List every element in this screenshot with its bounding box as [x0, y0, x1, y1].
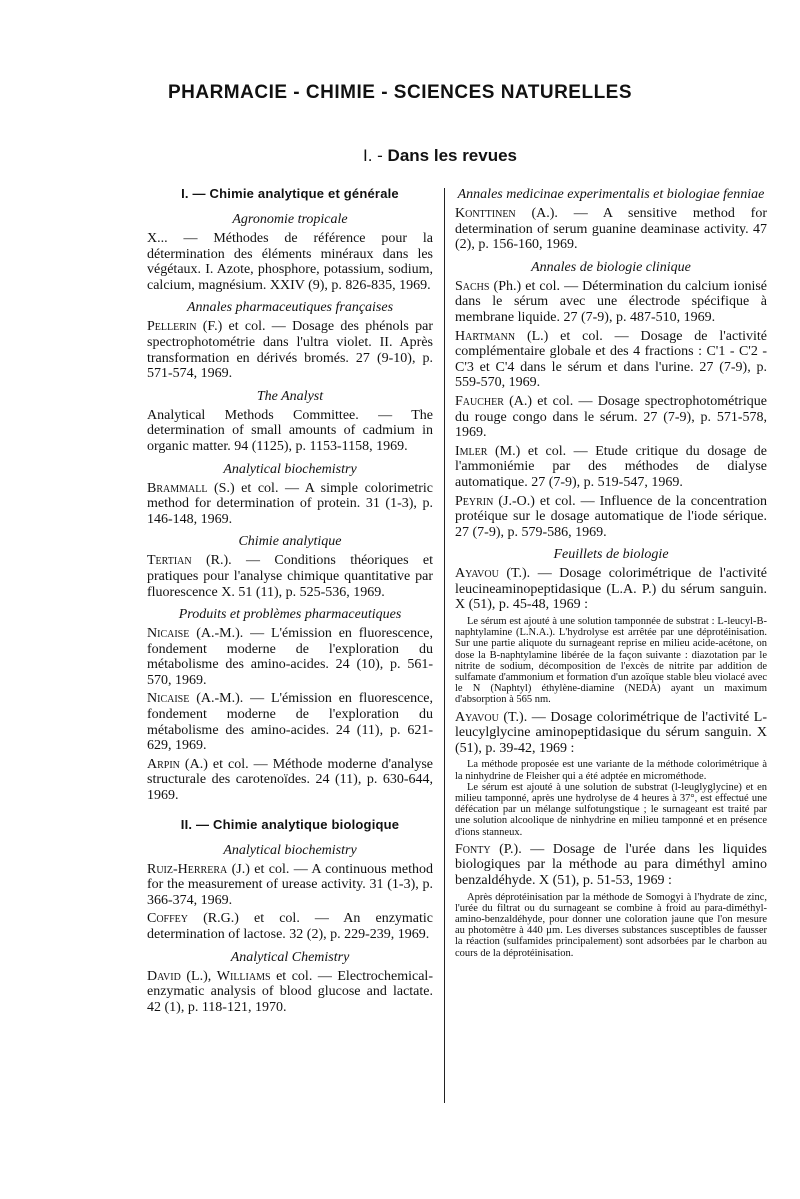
- journal-title: Feuillets de biologie: [553, 547, 669, 563]
- note-paragraph: La méthode proposée est une variante de la méthode colorimétrique à la ninhydrine de Fleisher qui a été adptée en microméthode.: [455, 759, 767, 782]
- reference-text: (M.) et col. — Etude critique du dosage de l'ammoniémie par des méthodes de dialyse automatique. 27 (7-9), p. 519-547, 1969.: [455, 443, 767, 490]
- reference-entry: [455, 329, 767, 391]
- author: Ruiz-Herrera: [147, 861, 228, 877]
- author: Faucher: [455, 393, 504, 409]
- author: Imler: [455, 443, 488, 459]
- reference-text: (T.). — Dosage colorimétrique de l'activité leucineaminopeptidasique (L.A. P.) du sérum sanguin. X (51), p. 45-48, 1969 :: [455, 566, 767, 613]
- reference-text: (R.). — Conditions théoriques et pratiques pour l'analyse chimique quantitative par fluorescence X. 51 (11), p. 525-536, 1969.: [147, 553, 433, 600]
- reference-entry: [147, 969, 433, 1016]
- author: Ayavou: [455, 566, 499, 582]
- reference-entry: [147, 319, 433, 381]
- journal-title: Annales de biologie clinique: [531, 259, 691, 275]
- abstract-note: [455, 892, 767, 959]
- reference-entry: [147, 862, 433, 909]
- reference-entry: [147, 231, 433, 293]
- note-paragraph: Après déprotéinisation par la méthode de Somogyi à l'hydrate de zinc, l'urée du filtrat ou du surnageant se combine à froid au para-diméthyl-amino-benzaldéhyde, pour donner une coloration jaune que l'on mesure au photomètre à 440 µm. Les diverses substances susceptibles de fausser la réaction (sulfamides principalement) sont adsorbées par le charbon au cours de la déprotéinisation.: [455, 891, 767, 959]
- author: Konttinen: [455, 206, 516, 221]
- abstract-note: [455, 759, 767, 837]
- subtitle-main: Dans les revues: [387, 146, 518, 165]
- author: David: [147, 968, 181, 984]
- journal-title: Annales medicinae experimentalis et biologiae fenniae: [457, 187, 765, 202]
- reference-text: (Ph.) et col. — Détermination du calcium ionisé dans le sérum avec une électrode spécifique à membrane liquide. 27 (7-9), p. 487-510, 1969.: [455, 278, 767, 325]
- subtitle-prefix: I. -: [362, 146, 388, 165]
- reference-text: (A.) et col. — Méthode moderne d'analyse structurale des carotenoïdes. 24 (11), p. 630-644, 1969.: [147, 756, 433, 804]
- journal-title: Annales pharmaceutiques françaises: [186, 300, 394, 316]
- reference-text: et col. — Electrochemical-enzymatic analysis of blood glucose and lactate. 42 (1), p. 118-121, 1970.: [147, 968, 433, 1015]
- reference-entry: [147, 626, 433, 688]
- reference-text: (A.-M.). — L'émission en fluorescence, fondement moderne de l'exploration du métabolisme des amino-acides. 24 (11), p. 621-629, 1969.: [147, 691, 433, 754]
- author: Coffey: [147, 911, 189, 927]
- journal-title: Produits et problèmes pharmaceutiques: [178, 607, 402, 623]
- reference-entry: [147, 553, 433, 600]
- journal-title: Analytical biochemistry: [223, 461, 357, 477]
- reference-text: (A.) et col. — Dosage spectrophotométrique du rouge congo dans le sérum. 27 (7-9), p. 571-578, 1969.: [455, 393, 767, 441]
- right-column: [455, 186, 767, 963]
- reference-entry: [455, 444, 767, 491]
- reference-entry: [455, 206, 767, 253]
- reference-entry: [147, 481, 433, 528]
- journal-title: Analytical Chemistry: [230, 949, 350, 965]
- reference-entry: [147, 691, 433, 753]
- author: Sachs: [455, 278, 490, 294]
- reference-text: (S.) et col. — A simple colorimetric method for determination of protein. 31 (1-3), p. 146-148, 1969.: [147, 480, 433, 527]
- section-heading: II. — Chimie analytique biologique: [180, 816, 400, 832]
- reference-text: (L.),: [180, 968, 217, 984]
- reference-entry: [455, 279, 767, 326]
- author: Arpin: [147, 756, 180, 772]
- reference-entry: [455, 494, 767, 541]
- author: Tertian: [147, 553, 192, 569]
- author: Nicaise: [147, 691, 190, 707]
- page-title: PHARMACIE - CHIMIE - SCIENCES NATURELLES: [167, 82, 633, 103]
- reference-entry: [147, 757, 433, 804]
- reference-text: (A.-M.). — L'émission en fluorescence, fondement moderne de l'exploration du métabolisme des amino-acides. 24 (10), p. 561-570, 1969.: [147, 626, 433, 688]
- reference-text: (T.). — Dosage colorimétrique de l'activité L-leucylglycine aminopeptidasique du sérum sanguin. X (51), p. 39-42, 1969 :: [455, 709, 767, 756]
- reference-text: (J.-O.) et col. — Influence de la concentration protéique sur le dosage automatique de l'iode sérique. 27 (7-9), p. 579-586, 1969.: [455, 493, 767, 540]
- reference-text: (J.) et col. — A continuous method for the measurement of urease activity. 31 (1-3), p. 366-374, 1969.: [147, 861, 433, 908]
- abstract-note: [455, 616, 767, 706]
- journal-title: Analytical biochemistry: [223, 842, 357, 858]
- reference-entry: [455, 566, 767, 613]
- author: Hartmann: [455, 328, 516, 344]
- reference-entry: Analytical Methods Committee. — The determination of small amounts of cadmium in organic matter. 94 (1125), p. 1153-1158, 1969.: [147, 407, 433, 454]
- reference-entry: [455, 842, 767, 889]
- note-paragraph: Le sérum est ajouté à une solution de substrat (l-leuglyglycine) et en milieu tamponné, après une hydrolyse de 4 heures à 37°, est effectué une défécation par un mélange sulfotungstique ; le surnageant est traité par une solution alcoolique de ninhydrine en milieu tamponné et en présence d'ions stanneux.: [455, 781, 767, 838]
- reference-text: (R.G.) et col. — An enzymatic determination of lactose. 32 (2), p. 229-239, 1969.: [147, 911, 433, 942]
- author: Williams: [216, 968, 271, 984]
- column-divider: [444, 188, 445, 1103]
- author: X...: [147, 231, 168, 246]
- reference-text: (A.). — A sensitive method for determination of serum guanine deaminase activity. 47 (2), p. 156-160, 1969.: [455, 206, 767, 253]
- section-heading: I. — Chimie analytique et générale: [181, 186, 399, 201]
- author: Brammall: [147, 480, 208, 496]
- journal-title: The Analyst: [256, 388, 324, 404]
- reference-text: (P.). — Dosage de l'urée dans les liquides biologiques par la méthode au para diméthyl amino benzaldéhyde. X (51), p. 51-53, 1969 :: [455, 841, 767, 889]
- reference-entry: [147, 911, 433, 942]
- reference-text: (F.) et col. — Dosage des phénols par spectrophotométrie dans l'ultra violet. II. Après transformation en dérivés bromés. 27 (9-10), p. 571-574, 1969.: [147, 319, 433, 382]
- author: Peyrin: [455, 493, 494, 509]
- reference-text: — Méthodes de référence pour la détermination des éléments minéraux dans les végétaux. I. Azote, phosphore, potassium, sodium, calcium, magnésium. XXIV (9), p. 826-835, 1969.: [147, 231, 433, 293]
- author: Ayavou: [455, 709, 499, 725]
- journal-title: Agronomie tropicale: [232, 212, 348, 227]
- reference-text: (L.) et col. — Dosage de l'activité complémentaire globale et des 4 fractions : C'1 - C'2 - C'3 et C'4 dans le sérum et dans l'urine. 27 (7-9), p. 559-570, 1969.: [455, 328, 767, 391]
- left-column: [147, 186, 433, 1018]
- reference-entry: [455, 394, 767, 441]
- reference-entry: [455, 710, 767, 757]
- journal-title: Chimie analytique: [238, 534, 342, 550]
- section-subtitle: [0, 146, 800, 166]
- author: Pellerin: [147, 319, 197, 335]
- author: Fonty: [455, 841, 491, 857]
- author: Nicaise: [147, 626, 190, 642]
- note-paragraph: Le sérum est ajouté à une solution tamponnée de substrat : L-leucyl-B-naphtylamine (L.N.A.). L'hydrolyse est arrêtée par une déprotéinisation. Sur une partie aliquote du surnageant reprise en milieu acide-acétone, on dose la B-naphtylamine libérée de la façon suivante : diazotation par le nitrite de sodium, décomposition de l'excès de nitrite par addition de sulfamate d'ammonium et formation d'un azoïque stable bleu violacé avec le N (Naphtyl) éthylène-diamine (NEDA) ayant un maximum d'absorption à 565 nm.: [455, 616, 767, 706]
